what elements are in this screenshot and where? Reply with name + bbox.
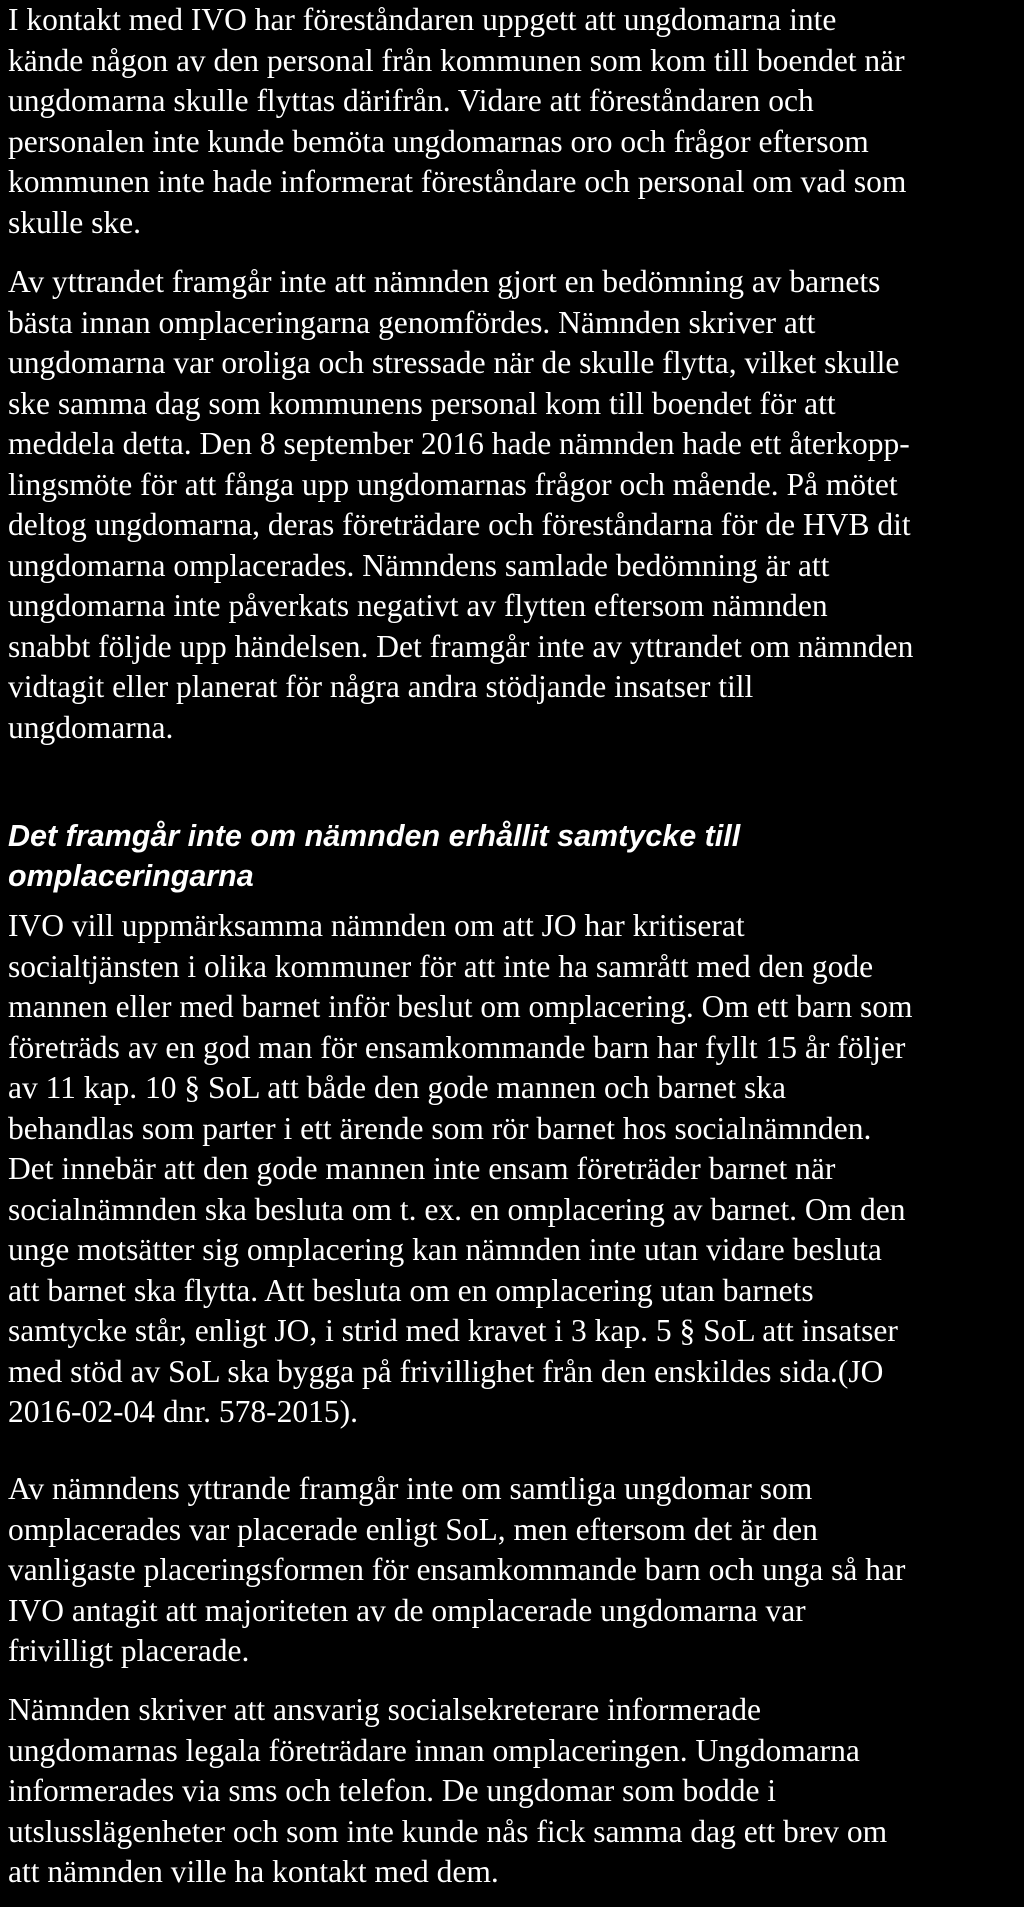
text-line: Av nämndens yttrande framgår inte om samtliga ungdomar som (8, 1471, 813, 1506)
text-line: 2016-02-04 dnr. 578-2015). (8, 1394, 358, 1429)
text-line: Nämnden skriver att ansvarig socialsekreterare informerade (8, 1692, 762, 1727)
text-line: IVO antagit att majoriteten av de omplacerade ungdomarna var (8, 1592, 806, 1628)
text-line: informerades via sms och telefon. De ungdomar som bodde i (8, 1773, 777, 1808)
text-line: att nämnden ville ha kontakt med dem. (8, 1854, 499, 1889)
text-line: deltog ungdomarna, deras företrädare och föreståndarna för de HVB dit (8, 507, 911, 542)
text-line: skulle ske. (8, 204, 141, 240)
text-line: ungdomarna skulle flyttas därifrån. Vidare att föreståndaren och (8, 83, 814, 118)
text-line: omplacerades var placerade enligt SoL, men eftersom det är den (8, 1511, 818, 1547)
text-line: unge motsätter sig omplacering kan nämnden inte utan vidare besluta (8, 1232, 882, 1267)
heading-line: Det framgår inte om nämnden erhållit samtycke till (8, 819, 741, 853)
paragraph-2 (8, 262, 1018, 748)
text-line: personalen inte kunde bemöta ungdomarnas oro och frågor eftersom (8, 123, 869, 159)
text-line: lingsmöte för att fånga upp ungdomarnas frågor och mående. På mötet (8, 466, 898, 502)
paragraph-1 (8, 0, 1018, 243)
text-line: socialtjänsten i olika kommuner för att inte ha samrått med den gode (8, 948, 874, 984)
text-line: företräds av en god man för ensamkommande barn har fyllt 15 år följer (8, 1029, 906, 1065)
text-line: I kontakt med IVO har föreståndaren uppgett att ungdomarna inte (8, 2, 837, 37)
text-line: ske samma dag som kommunens personal kom till boendet för att (8, 385, 836, 421)
text-line: samtycke står, enligt JO, i strid med kravet i 3 kap. 5 § SoL att insatser (8, 1313, 898, 1348)
text-line: med stöd av SoL ska bygga på frivillighet från den enskildes sida.(JO (8, 1353, 884, 1389)
text-line: vanligaste placeringsformen för ensamkommande barn och unga så har (8, 1552, 906, 1587)
text-line: socialnämnden ska besluta om t. ex. en omplacering av barnet. Om den (8, 1191, 906, 1227)
text-line: meddela detta. Den 8 september 2016 hade nämnden hade ett återkopp- (8, 426, 910, 461)
text-line: att barnet ska flytta. Att besluta om en omplacering utan barnets (8, 1272, 814, 1308)
text-line: Det innebär att den gode mannen inte ensam företräder barnet när (8, 1151, 836, 1186)
text-line: kommunen inte hade informerat föreståndare och personal om vad som (8, 164, 907, 199)
text-line: Av yttrandet framgår inte att nämnden gjort en bedömning av barnets (8, 264, 881, 299)
text-line: snabbt följde upp händelsen. Det framgår inte av yttrandet om nämnden (8, 628, 914, 664)
text-line: bästa innan omplaceringarna genomfördes. Nämnden skriver att (8, 304, 816, 340)
text-line: ungdomarna var oroliga och stressade när de skulle flytta, vilket skulle (8, 345, 900, 380)
text-line: ungdomarna. (8, 709, 174, 745)
text-line: IVO vill uppmärksamma nämnden om att JO har kritiserat (8, 908, 745, 943)
paragraph-5 (8, 1690, 1018, 1893)
text-line: mannen eller med barnet inför beslut om omplacering. Om ett barn som (8, 989, 913, 1024)
text-line: av 11 kap. 10 § SoL att både den gode mannen och barnet ska (8, 1070, 786, 1105)
paragraph-4 (8, 1469, 1018, 1672)
heading-line: omplaceringarna (8, 859, 254, 893)
text-line: behandlas som parter i ett ärende som rör barnet hos socialnämnden. (8, 1110, 872, 1146)
text-line: ungdomarna inte påverkats negativt av flytten eftersom nämnden (8, 588, 828, 623)
text-line: utslusslägenheter och som inte kunde nås fick samma dag ett brev om (8, 1813, 888, 1849)
text-line: vidtagit eller planerat för några andra stödjande insatser till (8, 669, 754, 704)
paragraph-3 (8, 906, 1018, 1433)
section-heading (8, 816, 1018, 896)
text-line: ungdomarnas legala företrädare innan omplaceringen. Ungdomarna (8, 1732, 860, 1768)
text-line: ungdomarna omplacerades. Nämndens samlade bedömning är att (8, 547, 830, 583)
text-line: kände någon av den personal från kommunen som kom till boendet när (8, 42, 905, 78)
text-line: frivilligt placerade. (8, 1633, 250, 1668)
